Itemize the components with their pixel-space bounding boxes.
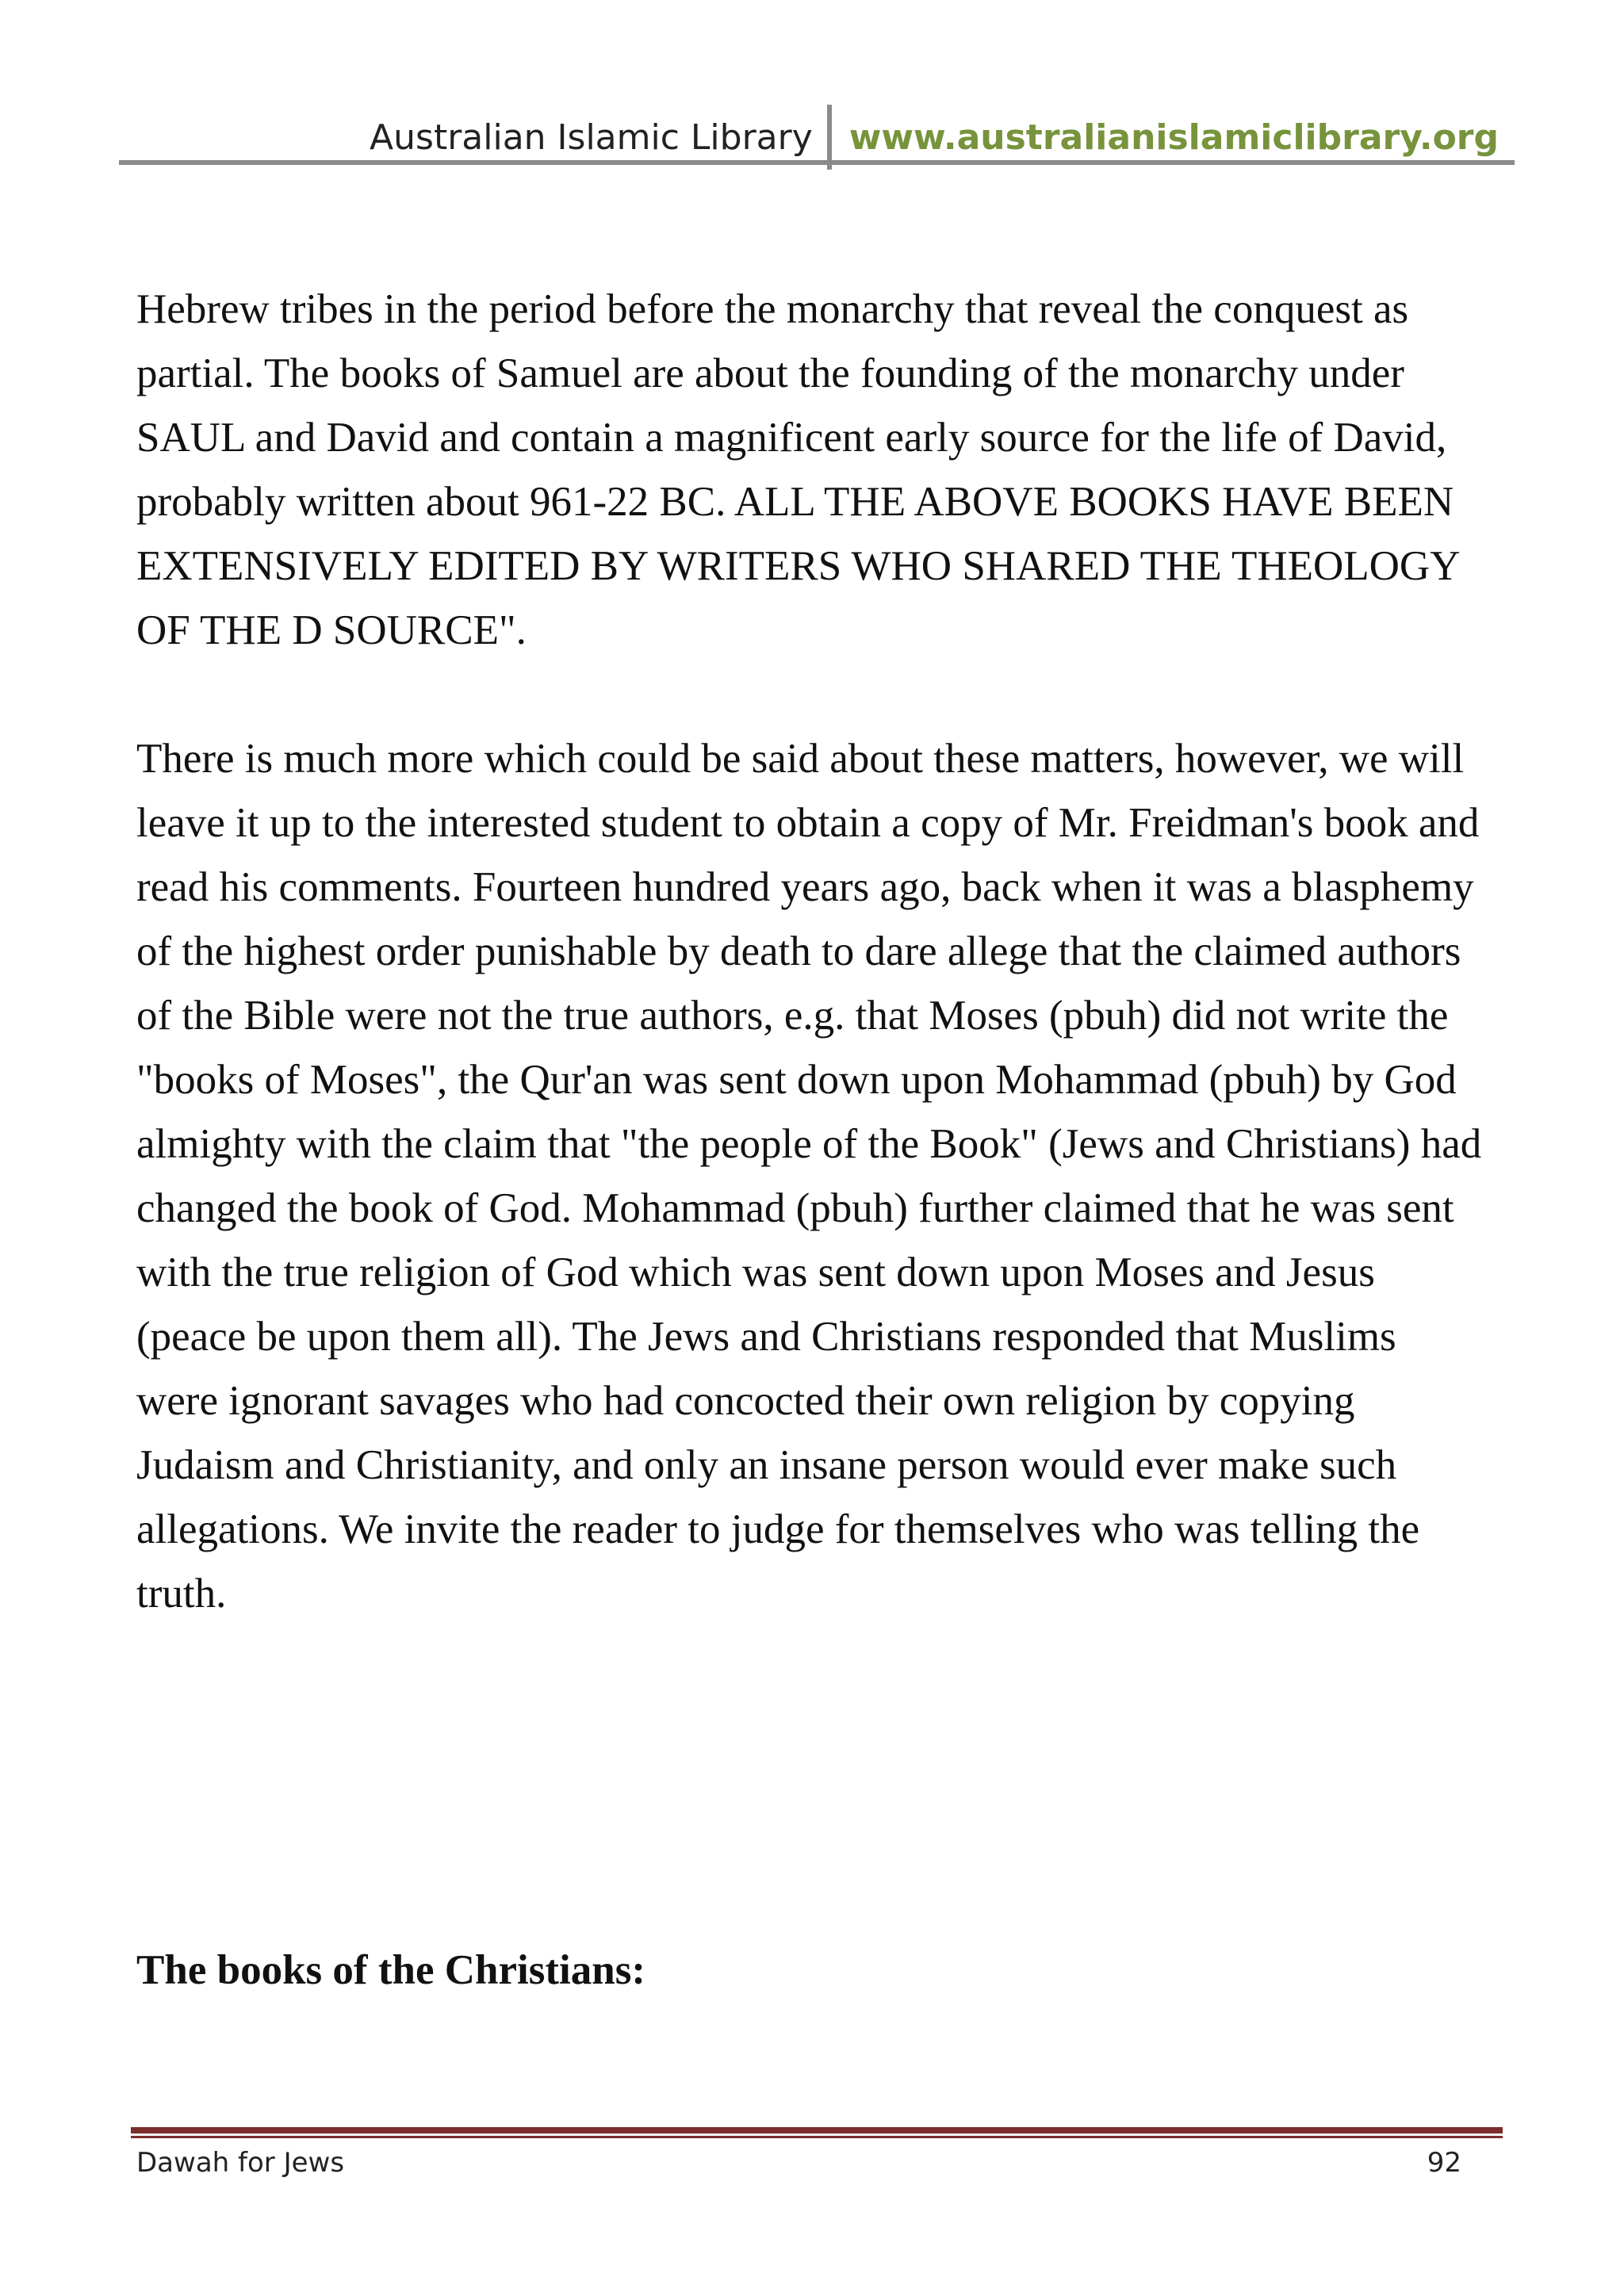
header-library-name: Australian Islamic Library	[370, 117, 813, 158]
footer-rule-thick	[131, 2127, 1503, 2133]
body-text	[136, 277, 1484, 1626]
header-rule	[119, 160, 1515, 165]
section-heading: The books of the Christians:	[136, 1947, 645, 1993]
header-url-link[interactable]: www.australianislamiclibrary.org	[848, 117, 1499, 158]
footer-title: Dawah for Jews	[136, 2147, 345, 2179]
page-header	[119, 95, 1515, 166]
paragraph-1: Hebrew tribes in the period before the monarchy that reveal the conquest as partial. The books of Samuel are about the founding of the monarchy under SAUL and David and contain a magnificent early source for the life of David, probably written about 961-22 BC. ALL THE ABOVE BOOKS HAVE BEEN EXTENSIVELY EDITED BY WRITERS WHO SHARED THE THEOLOGY OF THE D SOURCE".	[136, 286, 1459, 653]
paragraph-2: There is much more which could be said about these matters, however, we will leave it up to the interested student to obtain a copy of Mr. Freidman's book and read his comments. Fourteen hundred years ago, back when it was a blasphemy of the highest order punishable by death to dare allege that the claimed authors of the Bible were not the true authors, e.g. that Moses (pbuh) did not write the "books of Moses", the Qur'an was sent down upon Mohammad (pbuh) by God almighty with the claim that "the people of the Book" (Jews and Christians) had changed the book of God. Mohammad (pbuh) further claimed that he was sent with the true religion of God which was sent down upon Moses and Jesus (peace be upon them all). The Jews and Christians responded that Muslims were ignorant savages who had concocted their own religion by copying Judaism and Christianity, and only an insane person would ever make such allegations. We invite the reader to judge for themselves who was telling the truth.	[136, 736, 1482, 1617]
footer-rule-thin	[131, 2136, 1503, 2138]
page-number: 92	[1427, 2147, 1461, 2179]
